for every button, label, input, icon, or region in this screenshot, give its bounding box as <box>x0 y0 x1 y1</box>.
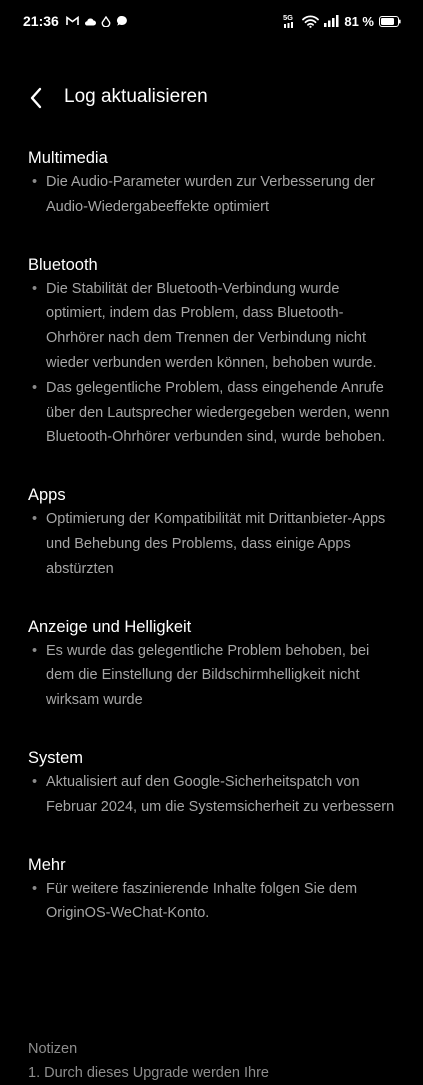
section-title: Bluetooth <box>28 255 98 274</box>
bullet-dot: • <box>32 379 38 396</box>
section-bluetooth <box>28 253 400 451</box>
notes-section <box>28 1037 400 1085</box>
list-item <box>28 170 400 220</box>
wifi-icon <box>302 15 319 28</box>
battery-icon <box>379 16 401 27</box>
list-item-text: Es wurde das gelegentliche Problem behoben, bei dem die Einstellung der Bildschirmhelligkeit nicht wirksam wurde <box>46 642 370 709</box>
back-arrow-icon <box>29 87 43 109</box>
drop-icon <box>101 16 111 27</box>
notes-line: 1. Durch dieses Upgrade werden Ihre <box>28 1065 269 1081</box>
bullet-list <box>28 770 400 820</box>
list-item <box>28 277 400 376</box>
notes-title: Notizen <box>28 1041 78 1057</box>
section-display-brightness <box>28 615 400 713</box>
cloud-icon <box>84 17 96 26</box>
battery-percentage: 81 % <box>344 13 374 29</box>
cellular-signal-icon <box>324 15 339 27</box>
list-item <box>28 376 400 450</box>
section-system <box>28 746 400 820</box>
app-header <box>0 78 423 118</box>
list-item <box>28 639 400 713</box>
section-title: Multimedia <box>28 149 108 167</box>
list-item-text: Das gelegentliche Problem, dass eingehende Anrufe über den Lautsprecher wiedergegeben werden, wenn Bluetooth-Ohrhörer verbunden sind, wurde behoben. <box>46 379 390 446</box>
bullet-list <box>28 277 400 451</box>
list-item-text: Für weitere faszinierende Inhalte folgen Sie dem OriginOS-WeChat-Konto. <box>46 880 358 922</box>
svg-text:5G: 5G <box>283 13 294 22</box>
section-multimedia <box>28 146 400 220</box>
chat-bubble-icon <box>116 15 128 27</box>
bullet-dot: • <box>32 880 38 897</box>
bullet-dot: • <box>32 773 38 790</box>
bullet-list <box>28 507 400 581</box>
list-item-text: Optimierung der Kompatibilität mit Drittanbieter-Apps und Behebung des Problems, dass einige Apps abstürzten <box>46 511 386 577</box>
gmail-icon <box>66 16 79 26</box>
notification-icons <box>66 14 128 28</box>
list-item <box>28 877 400 927</box>
section-title: System <box>28 748 84 767</box>
section-title: Mehr <box>28 855 66 874</box>
section-title: Apps <box>28 486 66 505</box>
list-item-text: Die Audio-Parameter wurden zur Verbesserung der Audio-Wiedergabeeffekte optimiert <box>46 174 375 215</box>
list-item-text: Aktualisiert auf den Google-Sicherheitspatch von Februar 2024, um die Systemsicherheit zu verbessern <box>46 773 395 815</box>
bullet-list <box>28 170 400 220</box>
bullet-dot: • <box>32 511 38 528</box>
bullet-list <box>28 639 400 713</box>
section-more <box>28 853 400 927</box>
page-title: Log aktualisieren <box>64 86 208 107</box>
status-bar <box>0 0 423 44</box>
list-item <box>28 507 400 581</box>
5g-signal-icon <box>283 13 297 29</box>
back-button[interactable] <box>22 82 50 114</box>
bullet-list <box>28 877 400 927</box>
section-apps <box>28 483 400 581</box>
list-item-text: Die Stabilität der Bluetooth-Verbindung wurde optimiert, indem das Problem, dass Bluetooth-Ohrhörer nach dem Trennen der Verbindung nicht wieder verbunden werden können, behoben wurde. <box>46 280 377 371</box>
bullet-dot: • <box>32 642 38 659</box>
changelog-content <box>28 146 400 926</box>
list-item <box>28 770 400 820</box>
system-status-icons <box>283 12 401 30</box>
status-time: 21:36 <box>23 13 59 29</box>
section-title: Anzeige und Helligkeit <box>28 617 192 636</box>
bullet-dot: • <box>32 174 38 190</box>
bullet-dot: • <box>32 280 38 297</box>
